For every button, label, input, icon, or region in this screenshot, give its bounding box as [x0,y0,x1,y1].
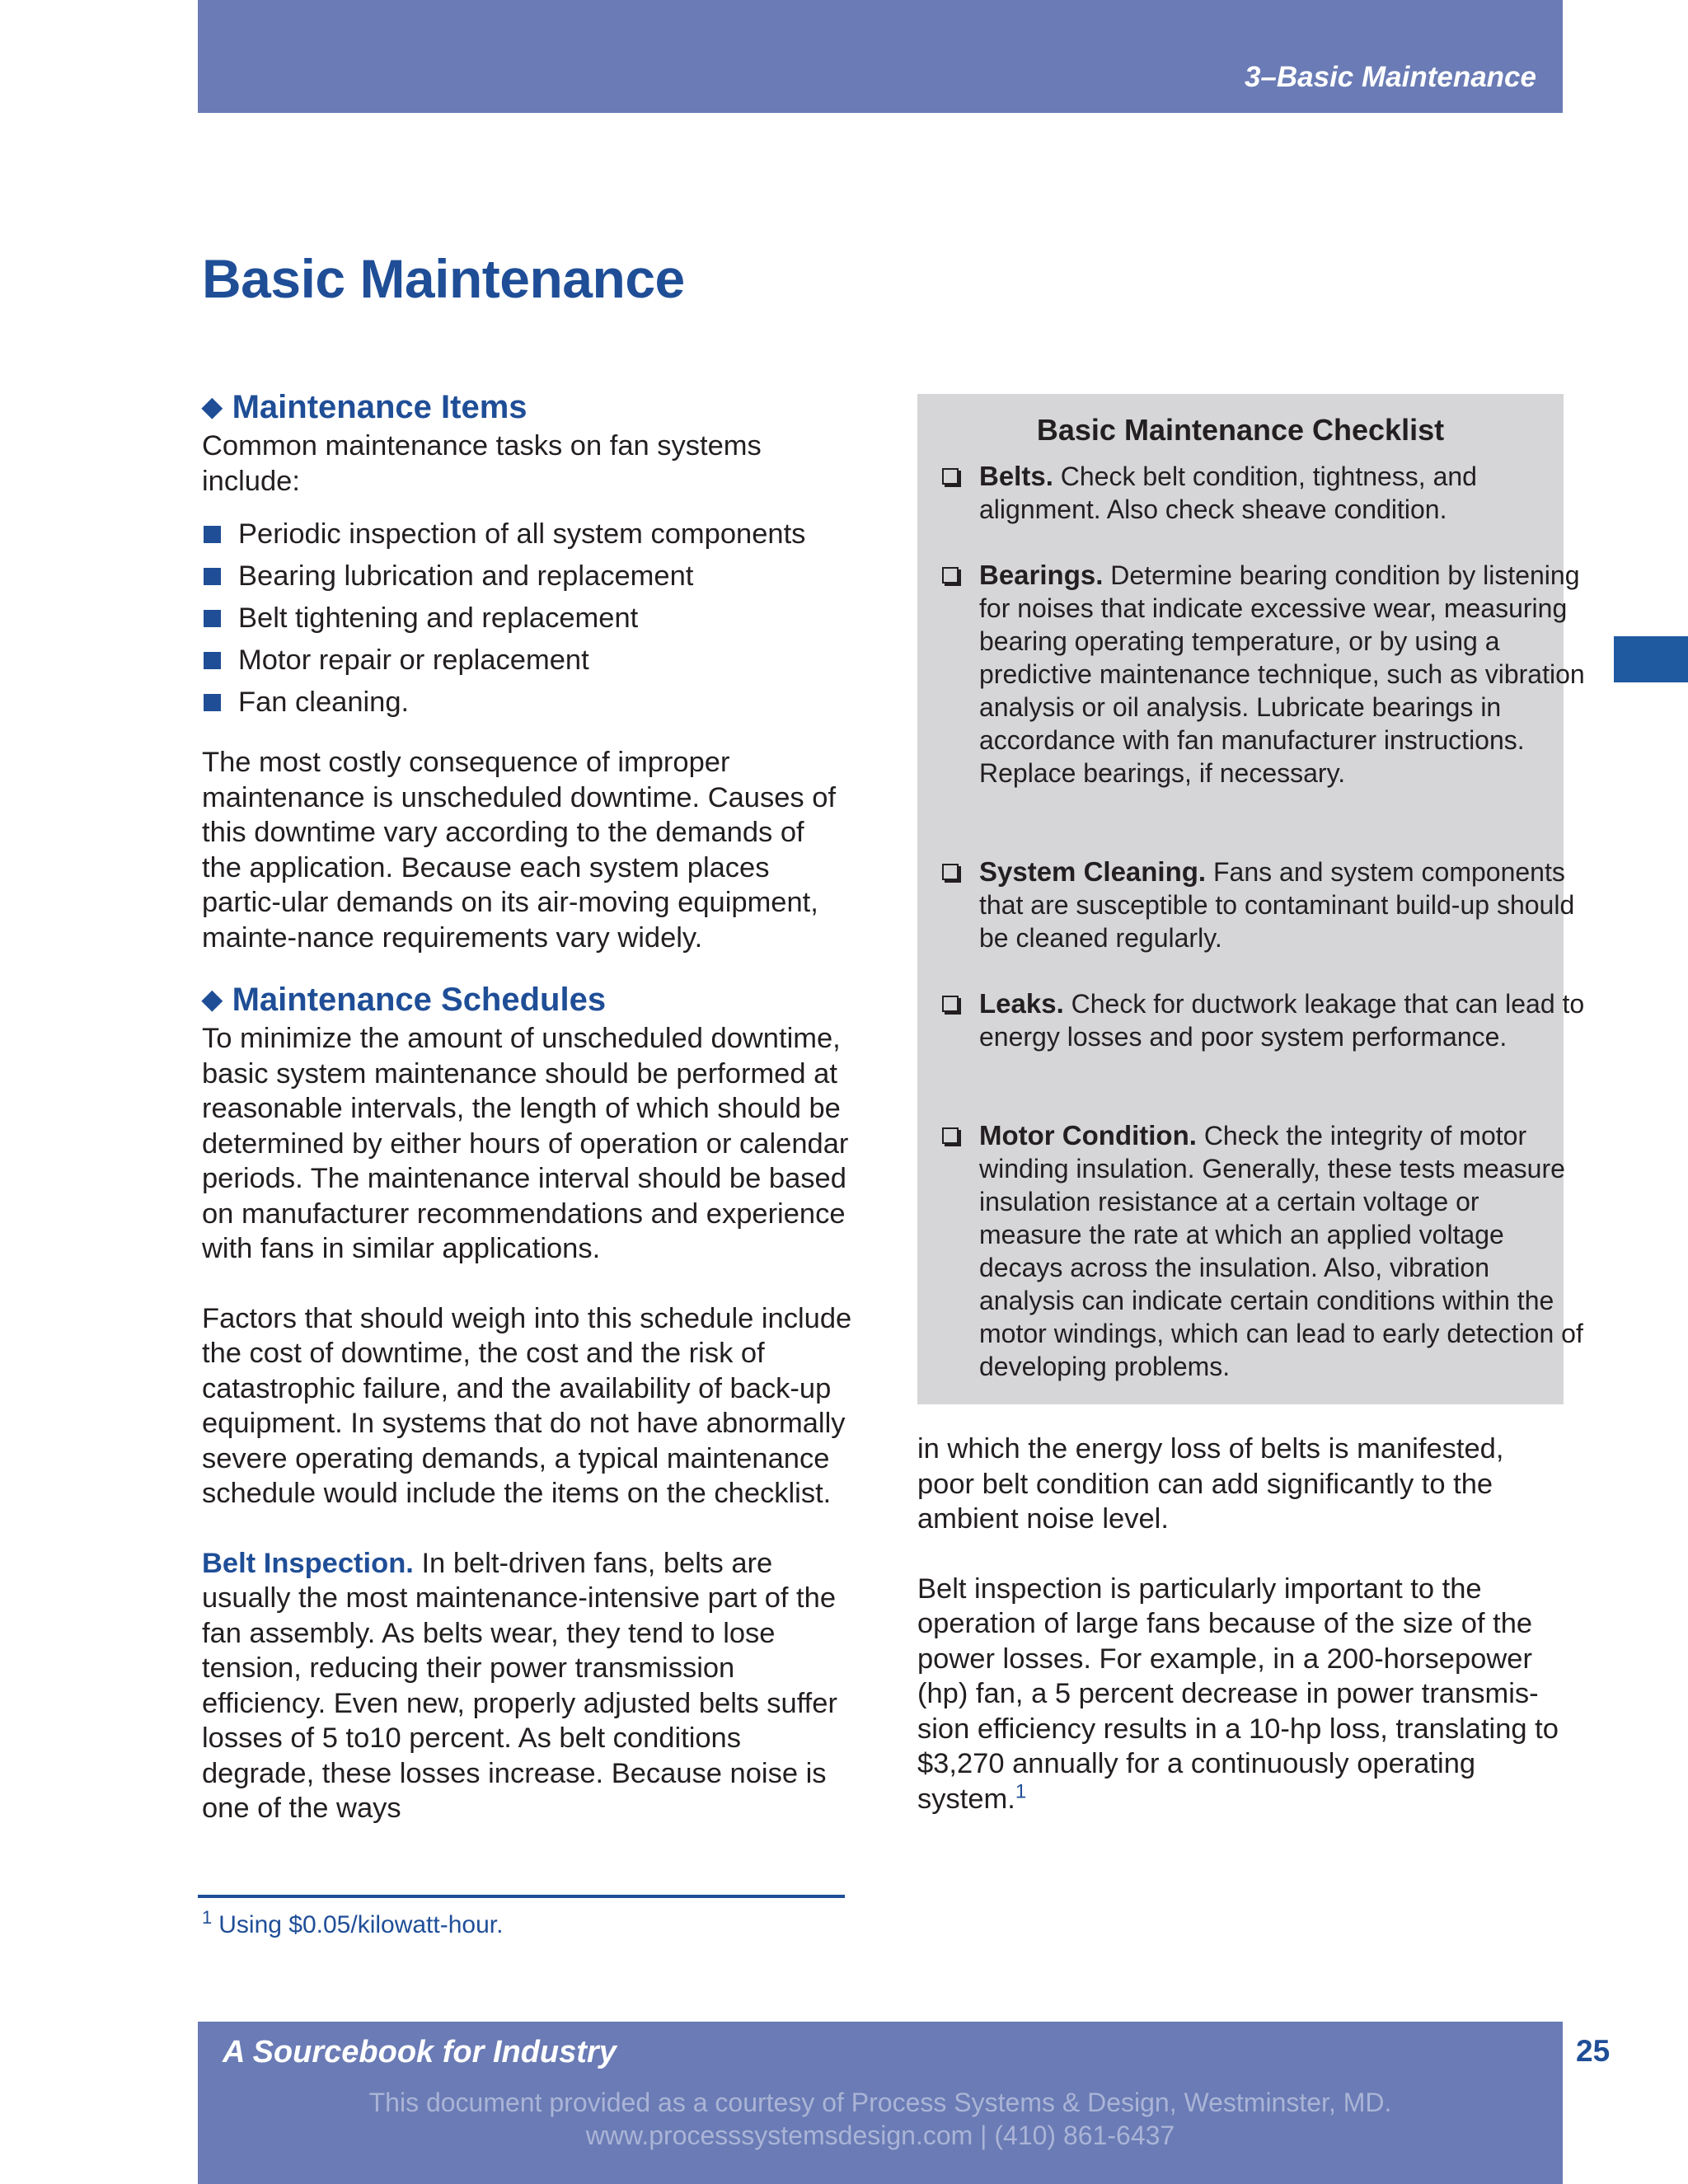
maintenance-schedules-heading [202,980,853,1021]
maintenance-items-intro: Common maintenance tasks on fan systems include: [202,430,762,497]
square-bullet-icon [204,694,221,711]
footer-title: A Sourcebook for Industry [223,2035,617,2069]
footnote-reference: 1 [1015,1780,1027,1802]
list-item: Belt tightening and replacement [202,598,853,640]
footer-band [198,2022,1563,2184]
list-item: Periodic inspection of all system components [202,513,853,555]
footnote-text: Using $0.05/kilowatt-hour. [218,1911,504,1938]
list-item: Bearing lubrication and replacement [202,555,853,598]
checkbox-icon [942,996,959,1012]
footnote [202,1907,504,1940]
header-band [198,0,1563,113]
square-bullet-icon [204,610,221,627]
section-label: 3–Basic Maintenance [1244,61,1536,93]
belt-inspection-lead: Belt Inspection. [202,1547,414,1579]
checklist-title: Basic Maintenance Checklist [1036,413,1445,447]
courtesy-line-1: This document provided as a courtesy of Process Systems & Design, Westminster, MD. [368,2088,1392,2117]
maintenance-items-heading-text: Maintenance Items [232,389,528,425]
footnote-number: 1 [202,1907,213,1928]
maintenance-items-heading [202,387,853,429]
belt-noise-continuation: in which the energy loss of belts is manifested, poor belt condition can add significantly to the ambient noise level. [917,1433,1504,1535]
maintenance-task-list [202,513,853,724]
page-number: 25 [1576,2034,1611,2068]
checklist-item-bearings: Bearings. Determine bearing condition by listening for noises that indicate excessive wear, measuring bearing operating temperature, or by using a predictive maintenance technique, such as vibration analysis or oil analysis. Lubricate bearings in accordance with fan manufacturer instructions. Replace bearings, if necessary. [942,559,1585,790]
diamond-bullet-icon: ◆ [202,391,223,421]
right-column [917,1432,1560,1816]
checklist-item-leaks: Leaks. Check for ductwork leakage that can lead to energy losses and poor system performance. [942,987,1585,1053]
downtime-paragraph: The most costly consequence of improper maintenance is unscheduled downtime. Causes of this downtime vary according to the demands of the application. Because each system places partic-ular demands on its air-moving equipment, mainte-nance requirements vary widely. [202,747,837,954]
checkbox-icon [942,1127,959,1144]
schedules-paragraph-1: To minimize the amount of unscheduled downtime, basic system maintenance should be performed at reasonable intervals, the length of which should be determined by either hours of operation or calendar periods. The maintenance interval should be based on manufacturer recommendations and experience with fans in similar applications. [202,1023,849,1264]
checklist-item-motor-condition: Motor Condition. Check the integrity of motor winding insulation. Generally, these tests measure insulation resistance at a certain voltage or measure the rate at which an applied voltage decays across the insulation. Also, vibration analysis can indicate certain conditions within the motor windings, which can lead to early detection of developing problems. [942,1119,1585,1383]
checkbox-icon [942,468,959,485]
checkbox-icon [942,567,959,583]
checkbox-icon [942,864,959,880]
footnote-divider [198,1895,845,1898]
maintenance-schedules-heading-text: Maintenance Schedules [232,982,607,1018]
list-item: Fan cleaning. [202,682,853,724]
diamond-bullet-icon: ◆ [202,984,223,1014]
page-title: Basic Maintenance [202,248,685,309]
left-column [202,387,853,1826]
maintenance-checklist-box [917,394,1585,1404]
courtesy-line-2: www.processsystemsdesign.com | (410) 861-6437 [585,2121,1175,2150]
list-item: Motor repair or replacement [202,640,853,682]
square-bullet-icon [204,652,221,669]
belt-inspection-paragraph [202,1546,853,1826]
belt-inspection-paragraph-2: Belt inspection is particularly important to the operation of large fans because of the size of the power losses. For example, in a 200-horsepower (hp) fan, a 5 percent decrease in power transmis-sion efficiency results in a 10-hp loss, translating to $3,270 annually for a continuously operating system.$^1$ [917,1572,1559,1815]
schedules-paragraph-2: Factors that should weigh into this schedule include the cost of downtime, the cost and the risk of catastrophic failure, and the availability of back-up equipment. In systems that do not have abnormally severe operating demands, a typical maintenance schedule would include the items on the checklist. [202,1302,852,1509]
checklist-item-system-cleaning: System Cleaning. Fans and system components that are susceptible to contaminant build-up should be cleaned regularly. [942,855,1585,954]
chapter-tab-marker [1614,636,1688,682]
square-bullet-icon [204,526,221,543]
belt-inspection-text: In belt-driven fans, belts are usually the most maintenance-intensive part of the fan assembly. As belts wear, they tend to lose tension, reducing their power transmission efficiency. Even new, properly adjusted belts suffer losses of 5 to10 percent. As belt conditions degrade, these losses increase. Because noise is one of the ways [202,1547,837,1824]
square-bullet-icon [204,568,221,585]
checklist-item-belts: Belts. Check belt condition, tightness, and alignment. Also check sheave condition. [942,460,1585,526]
